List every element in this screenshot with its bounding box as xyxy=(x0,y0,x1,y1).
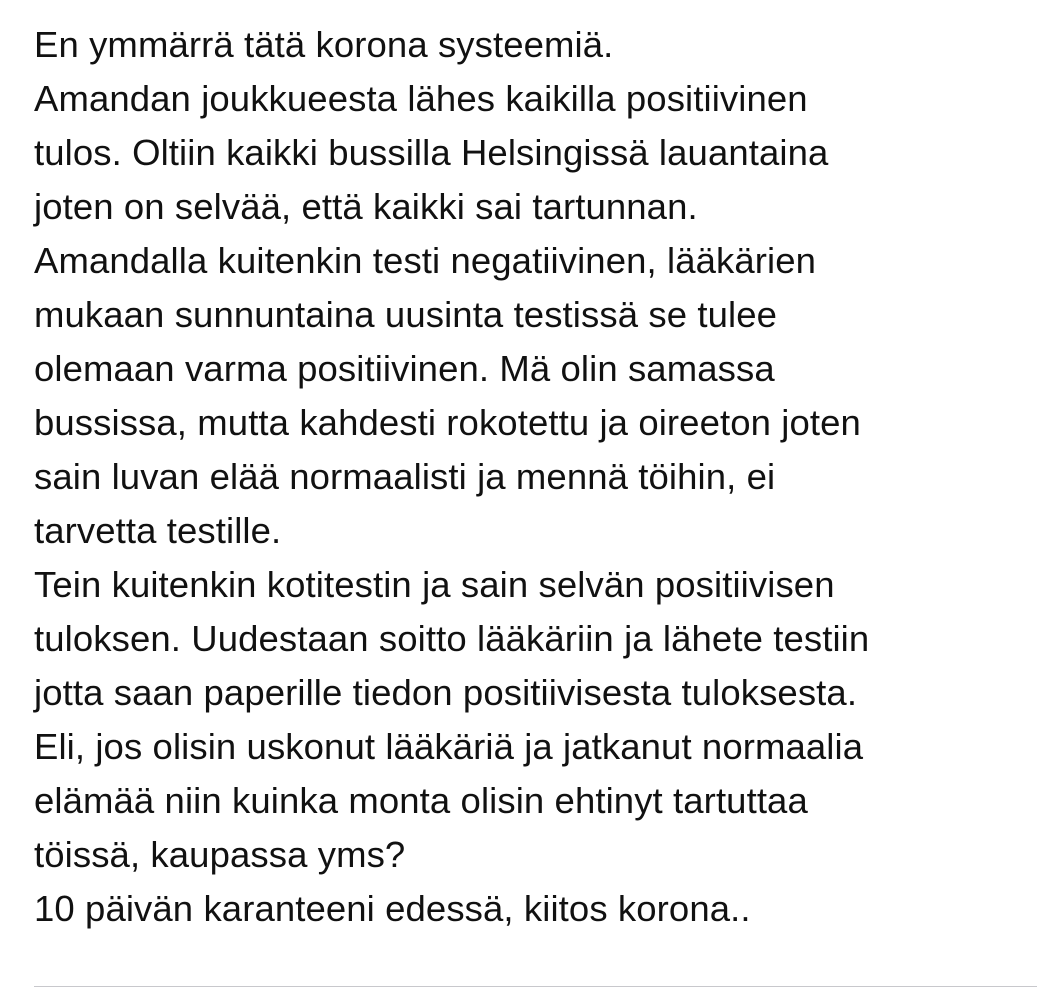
post-text-line: sain luvan elää normaalisti ja mennä töihin, ei xyxy=(34,456,776,497)
post-text-line: olemaan varma positiivinen. Mä olin samassa xyxy=(34,348,775,389)
post-text-line: tarvetta testille. xyxy=(34,510,282,551)
post-text-line: jotta saan paperille tiedon positiivisesta tuloksesta. xyxy=(34,672,858,713)
post-text-line: joten on selvää, että kaikki sai tartunnan. xyxy=(34,186,698,227)
divider xyxy=(34,986,1037,987)
post-text-line: töissä, kaupassa yms? xyxy=(34,834,406,875)
post-text-line: tuloksen. Uudestaan soitto lääkäriin ja lähete testiin xyxy=(34,618,870,659)
post-text-line: Tein kuitenkin kotitestin ja sain selvän positiivisen xyxy=(34,564,835,605)
post-text xyxy=(34,18,1024,936)
post-text-line: 10 päivän karanteeni edessä, kiitos korona.. xyxy=(34,888,751,929)
post-text-line: Amandalla kuitenkin testi negatiivinen, lääkärien xyxy=(34,240,817,281)
post-text-line: En ymmärrä tätä korona systeemiä. xyxy=(34,24,614,65)
post-text-line: Amandan joukkueesta lähes kaikilla positiivinen xyxy=(34,78,808,119)
post-text-line: tulos. Oltiin kaikki bussilla Helsingissä lauantaina xyxy=(34,132,829,173)
post-text-line: mukaan sunnuntaina uusinta testissä se tulee xyxy=(34,294,777,335)
post-text-line: bussissa, mutta kahdesti rokotettu ja oireeton joten xyxy=(34,402,861,443)
post-text-line: Eli, jos olisin uskonut lääkäriä ja jatkanut normaalia xyxy=(34,726,864,767)
post-text-line: elämää niin kuinka monta olisin ehtinyt tartuttaa xyxy=(34,780,808,821)
